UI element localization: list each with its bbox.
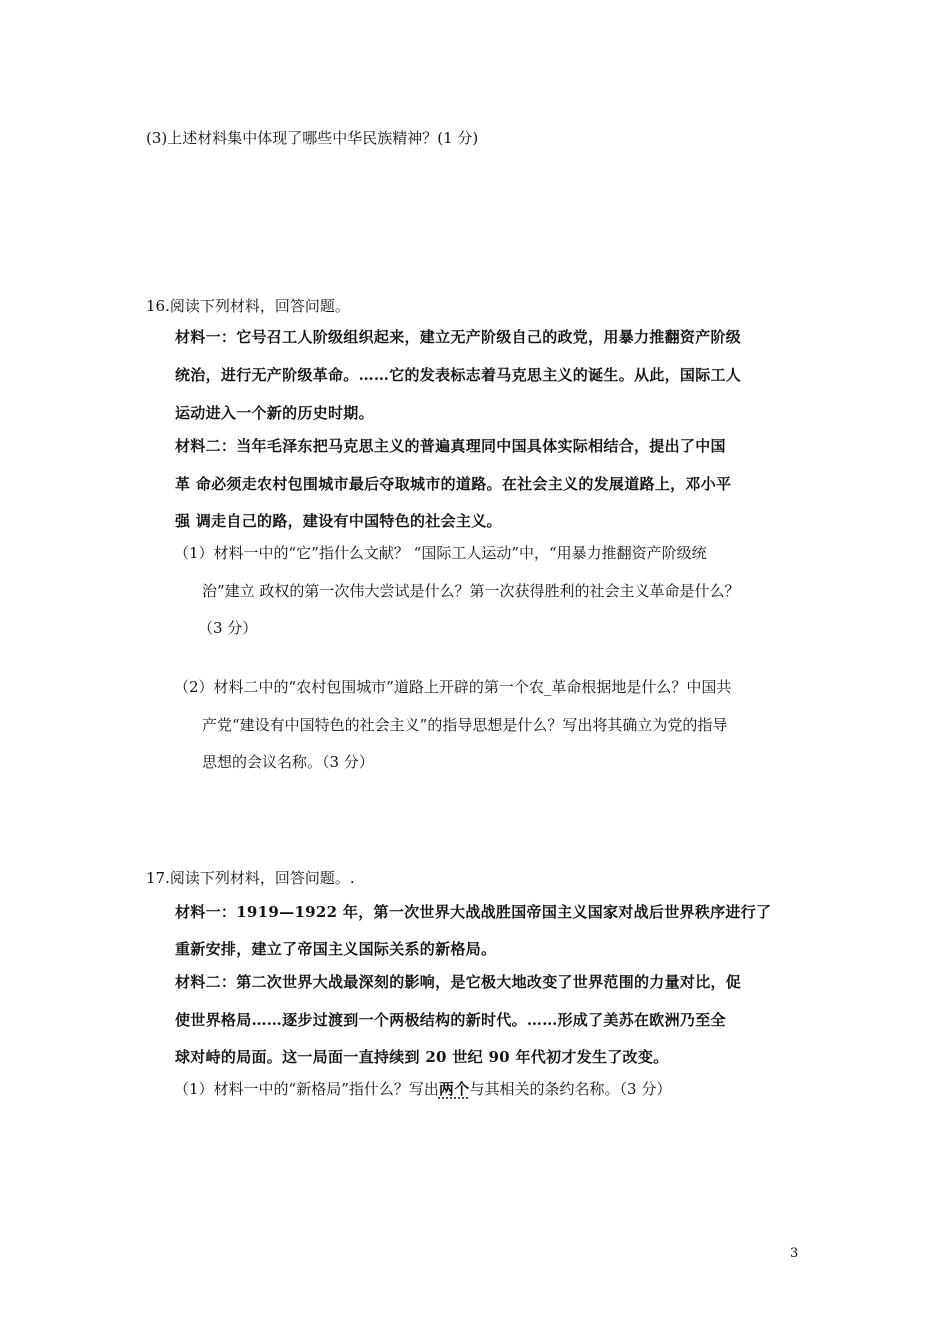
q16-material1-line1: 材料一：它号召工人阶级组织起来，建立无产阶级自己的政党，用暴力推翻资产阶级 <box>175 328 742 346</box>
q16-part1-line2: 治”建立 政权的第一次伟大尝试是什么？第一次获得胜利的社会主义革命是什么？ <box>202 582 740 600</box>
q17-material2-line2: 使世界格局……逐步过渡到一个两极结构的新时代。……形成了美苏在欧洲乃至全 <box>175 1011 726 1029</box>
q16-part2-line3: 思想的会议名称。（3 分） <box>202 753 374 771</box>
q16-part2-line2: 产党“建设有中国特色的社会主义”的指导思想是什么？写出将其确立为党的指导 <box>202 716 728 734</box>
q17-material2-line3: 球对峙的局面。这一局面一直持续到 20 世纪 90 年代初才发生了改变。 <box>175 1048 669 1066</box>
q16-part2-line1: （2）材料二中的“农村包围城市”道路上开辟的第一个农_革命根据地是什么？中国共 <box>174 678 732 696</box>
q15-part3: (3)上述材料集中体现了哪些中华民族精神？(1 分) <box>146 129 479 147</box>
q16-material1-line2: 统治，进行无产阶级革命。……它的发表标志着马克思主义的诞生。从此，国际工人 <box>175 366 742 384</box>
q16-material2-line1: 材料二：当年毛泽东把马克思主义的普遍真理同中国具体实际相结合，提出了中国 <box>175 437 726 455</box>
q17-material2-line1: 材料二：第二次世界大战最深刻的影响，是它极大地改变了世界范围的力量对比，促 <box>175 973 742 991</box>
q17-part1-before: （1）材料一中的“新格局”指什么？写出 <box>174 1080 439 1098</box>
q16-material2-line2: 革 命必须走农村包围城市最后夺取城市的道路。在社会主义的发展道路上，邓小平 <box>175 475 732 493</box>
q17-part1 <box>174 1079 671 1099</box>
q16-material2-line3: 强 调走自己的路，建设有中国特色的社会主义。 <box>175 512 502 530</box>
q17-part1-after: 与其相关的条约名称。（3 分） <box>469 1080 672 1098</box>
q17-material1-line1: 材料一：1919—1922 年，第一次世界大战战胜国帝国主义国家对战后世界秩序进行了 <box>175 903 772 921</box>
q16-material1-line3: 运动进入一个新的历史时期。 <box>175 404 374 422</box>
q17-header: 17.阅读下列材料，回答问题。. <box>146 869 355 887</box>
q16-part1-line1: （1）材料一中的“它”指什么文献？ “国际工人运动”中，“用暴力推翻资产阶级统 <box>174 544 707 562</box>
q16-header: 16.阅读下列材料，回答问题。 <box>146 297 350 315</box>
q16-part1-line3: （3 分） <box>198 619 258 637</box>
page-number: 3 <box>790 1246 799 1261</box>
q17-material1-line2: 重新安排，建立了帝国主义国际关系的新格局。 <box>175 940 497 958</box>
q17-part1-emphasis: 两个 <box>438 1080 470 1098</box>
